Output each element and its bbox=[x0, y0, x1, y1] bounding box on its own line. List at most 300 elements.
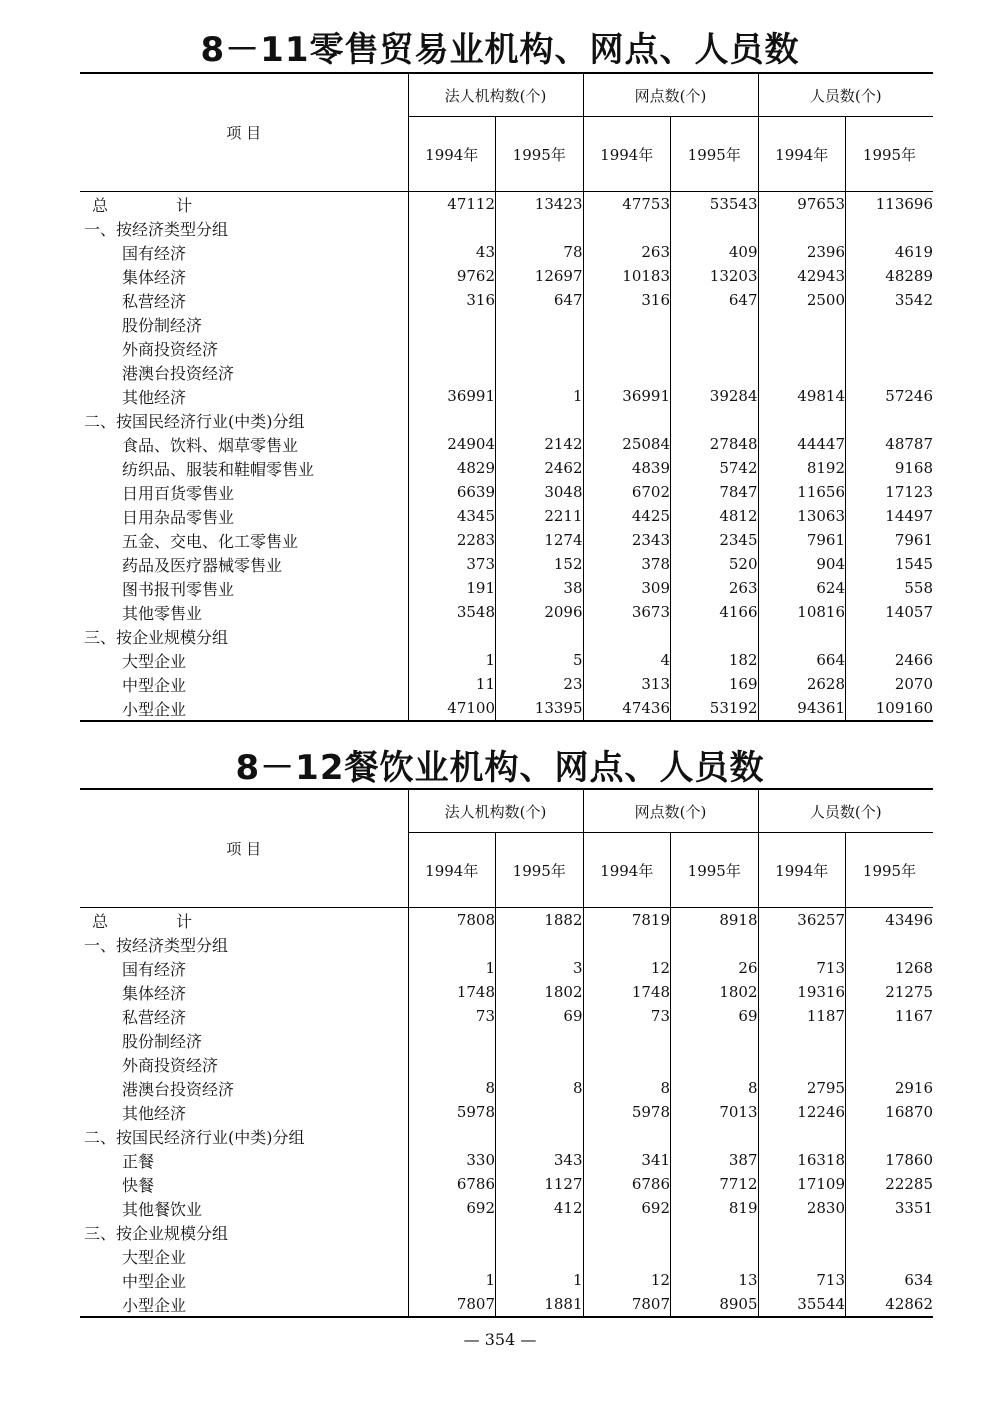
table-cell: 1545 bbox=[846, 552, 934, 576]
table-cell: 1802 bbox=[671, 980, 759, 1004]
table-cell: 17123 bbox=[846, 480, 934, 504]
table-cell: 97653 bbox=[758, 192, 846, 217]
table-cell: 263 bbox=[583, 240, 671, 264]
table-row bbox=[80, 336, 933, 360]
table-cell: 1167 bbox=[846, 1004, 934, 1028]
table-cell bbox=[496, 336, 584, 360]
table-cell bbox=[758, 408, 846, 432]
total-char: 计 bbox=[175, 195, 192, 215]
table-cell: 2500 bbox=[758, 288, 846, 312]
total-char: 计 bbox=[175, 911, 192, 931]
table-cell bbox=[758, 932, 846, 956]
table-cell: 48787 bbox=[846, 432, 934, 456]
table-row bbox=[80, 980, 933, 1004]
row-label: 国有经济 bbox=[122, 959, 187, 979]
year-header: 1995年 bbox=[496, 833, 584, 908]
table-cell: 330 bbox=[408, 1148, 496, 1172]
table-cell: 44447 bbox=[758, 432, 846, 456]
table-cell: 4812 bbox=[671, 504, 759, 528]
table-row bbox=[80, 624, 933, 648]
table-cell bbox=[408, 336, 496, 360]
table-cell: 14497 bbox=[846, 504, 934, 528]
table-cell: 1 bbox=[496, 384, 584, 408]
table-cell: 713 bbox=[758, 1268, 846, 1292]
table-cell: 13395 bbox=[496, 696, 584, 721]
table-cell: 692 bbox=[583, 1196, 671, 1220]
table-row bbox=[80, 576, 933, 600]
table-cell bbox=[671, 336, 759, 360]
table-row bbox=[80, 1244, 933, 1268]
table-cell bbox=[583, 360, 671, 384]
catering-statistics-table bbox=[80, 788, 933, 1318]
table-cell: 2795 bbox=[758, 1076, 846, 1100]
table-cell: 43496 bbox=[846, 908, 934, 933]
table-cell: 12 bbox=[583, 956, 671, 980]
table-cell: 1802 bbox=[496, 980, 584, 1004]
table-cell: 12 bbox=[583, 1268, 671, 1292]
table-cell: 109160 bbox=[846, 696, 934, 721]
table-cell: 6786 bbox=[583, 1172, 671, 1196]
table-cell: 13203 bbox=[671, 264, 759, 288]
row-label: 二、按国民经济行业(中类)分组 bbox=[84, 411, 305, 431]
table-row bbox=[80, 504, 933, 528]
table-row bbox=[80, 932, 933, 956]
table-row bbox=[80, 432, 933, 456]
table-cell bbox=[408, 1028, 496, 1052]
table-cell: 27848 bbox=[671, 432, 759, 456]
table-row bbox=[80, 264, 933, 288]
table-row bbox=[80, 1268, 933, 1292]
table-cell bbox=[671, 312, 759, 336]
table-cell: 69 bbox=[496, 1004, 584, 1028]
table-cell: 624 bbox=[758, 576, 846, 600]
table-1-title: 8－11零售贸易业机构、网点、人员数 bbox=[200, 30, 800, 70]
row-label: 五金、交电、化工零售业 bbox=[122, 531, 299, 551]
item-header: 项 目 bbox=[80, 73, 408, 192]
table-cell: 7808 bbox=[408, 908, 496, 933]
table-cell: 26 bbox=[671, 956, 759, 980]
table-cell: 2466 bbox=[846, 648, 934, 672]
table-cell: 9762 bbox=[408, 264, 496, 288]
table-cell: 113696 bbox=[846, 192, 934, 217]
table-cell: 21275 bbox=[846, 980, 934, 1004]
table-row bbox=[80, 1196, 933, 1220]
table-cell: 16870 bbox=[846, 1100, 934, 1124]
table-cell: 4166 bbox=[671, 600, 759, 624]
row-label: 港澳台投资经济 bbox=[122, 1079, 235, 1099]
table-row bbox=[80, 672, 933, 696]
table-cell: 3351 bbox=[846, 1196, 934, 1220]
row-label: 大型企业 bbox=[122, 1247, 187, 1267]
column-group-header: 人员数(个) bbox=[758, 73, 933, 117]
table-cell: 2070 bbox=[846, 672, 934, 696]
row-label: 中型企业 bbox=[122, 675, 187, 695]
table-cell: 8 bbox=[671, 1076, 759, 1100]
table-cell: 664 bbox=[758, 648, 846, 672]
table-cell bbox=[496, 216, 584, 240]
row-label: 一、按经济类型分组 bbox=[84, 219, 229, 239]
row-label: 股份制经济 bbox=[122, 315, 203, 335]
table-cell: 3673 bbox=[583, 600, 671, 624]
table-row bbox=[80, 192, 933, 217]
table-cell bbox=[846, 624, 934, 648]
table-cell bbox=[583, 216, 671, 240]
table-cell: 341 bbox=[583, 1148, 671, 1172]
table-row bbox=[80, 240, 933, 264]
table-row bbox=[80, 1220, 933, 1244]
table-cell: 35544 bbox=[758, 1292, 846, 1317]
table-cell: 1 bbox=[408, 956, 496, 980]
table-cell: 3 bbox=[496, 956, 584, 980]
table-cell: 78 bbox=[496, 240, 584, 264]
table-cell: 9168 bbox=[846, 456, 934, 480]
row-label: 正餐 bbox=[122, 1151, 155, 1171]
table-cell: 5978 bbox=[408, 1100, 496, 1124]
table-cell: 7807 bbox=[408, 1292, 496, 1317]
year-header: 1994年 bbox=[758, 117, 846, 192]
table-cell: 2628 bbox=[758, 672, 846, 696]
table-cell: 8918 bbox=[671, 908, 759, 933]
column-group-header: 法人机构数(个) bbox=[408, 73, 583, 117]
table-row bbox=[80, 1076, 933, 1100]
table-cell: 69 bbox=[671, 1004, 759, 1028]
table-cell: 14057 bbox=[846, 600, 934, 624]
table-cell bbox=[671, 1028, 759, 1052]
table-cell: 73 bbox=[583, 1004, 671, 1028]
table-cell: 16318 bbox=[758, 1148, 846, 1172]
table-cell bbox=[496, 1052, 584, 1076]
total-char: 总 bbox=[92, 911, 109, 931]
table-cell: 520 bbox=[671, 552, 759, 576]
row-label: 集体经济 bbox=[122, 267, 187, 287]
table-cell: 25084 bbox=[583, 432, 671, 456]
row-label: 大型企业 bbox=[122, 651, 187, 671]
table-cell: 169 bbox=[671, 672, 759, 696]
table-cell bbox=[846, 360, 934, 384]
table-cell bbox=[846, 312, 934, 336]
year-header: 1995年 bbox=[846, 833, 934, 908]
table-cell bbox=[583, 1052, 671, 1076]
table-cell: 1187 bbox=[758, 1004, 846, 1028]
table-cell bbox=[671, 932, 759, 956]
table-cell bbox=[758, 1124, 846, 1148]
table-cell: 8 bbox=[496, 1076, 584, 1100]
table-row bbox=[80, 1292, 933, 1317]
table-cell bbox=[583, 336, 671, 360]
table-cell: 8 bbox=[408, 1076, 496, 1100]
table-row bbox=[80, 456, 933, 480]
table-cell: 5742 bbox=[671, 456, 759, 480]
column-group-header: 网点数(个) bbox=[583, 73, 758, 117]
row-label: 其他经济 bbox=[122, 387, 187, 407]
table-cell bbox=[496, 1100, 584, 1124]
table-row bbox=[80, 384, 933, 408]
table-cell: 1881 bbox=[496, 1292, 584, 1317]
table-cell: 4829 bbox=[408, 456, 496, 480]
table-cell: 11 bbox=[408, 672, 496, 696]
table-row bbox=[80, 216, 933, 240]
table-cell: 4 bbox=[583, 648, 671, 672]
table-row bbox=[80, 1124, 933, 1148]
table-cell: 4619 bbox=[846, 240, 934, 264]
table-cell bbox=[583, 1124, 671, 1148]
row-label: 私营经济 bbox=[122, 1007, 187, 1027]
table-cell: 409 bbox=[671, 240, 759, 264]
table-cell: 1 bbox=[408, 648, 496, 672]
table-cell: 7712 bbox=[671, 1172, 759, 1196]
table-cell bbox=[758, 312, 846, 336]
table-2-title: 8－12餐饮业机构、网点、人员数 bbox=[235, 748, 765, 788]
row-label: 一、按经济类型分组 bbox=[84, 935, 229, 955]
table-row bbox=[80, 408, 933, 432]
table-cell: 7807 bbox=[583, 1292, 671, 1317]
table-cell: 6639 bbox=[408, 480, 496, 504]
table-cell: 634 bbox=[846, 1268, 934, 1292]
table-cell: 313 bbox=[583, 672, 671, 696]
table-cell: 713 bbox=[758, 956, 846, 980]
row-label: 其他经济 bbox=[122, 1103, 187, 1123]
table-cell: 47436 bbox=[583, 696, 671, 721]
table-cell: 182 bbox=[671, 648, 759, 672]
row-label: 外商投资经济 bbox=[122, 339, 219, 359]
table-cell bbox=[408, 408, 496, 432]
table-cell bbox=[408, 360, 496, 384]
table-cell: 1 bbox=[496, 1268, 584, 1292]
table-cell: 38 bbox=[496, 576, 584, 600]
table-cell: 57246 bbox=[846, 384, 934, 408]
table-cell: 36257 bbox=[758, 908, 846, 933]
table-cell: 13423 bbox=[496, 192, 584, 217]
row-label: 药品及医疗器械零售业 bbox=[122, 555, 283, 575]
table-cell: 2211 bbox=[496, 504, 584, 528]
column-group-header: 法人机构数(个) bbox=[408, 789, 583, 833]
table-cell: 343 bbox=[496, 1148, 584, 1172]
column-group-header: 人员数(个) bbox=[758, 789, 933, 833]
table-cell: 692 bbox=[408, 1196, 496, 1220]
table-cell: 8192 bbox=[758, 456, 846, 480]
table-cell bbox=[496, 932, 584, 956]
table-cell: 17109 bbox=[758, 1172, 846, 1196]
table-cell: 94361 bbox=[758, 696, 846, 721]
table-cell: 2830 bbox=[758, 1196, 846, 1220]
table-cell: 1748 bbox=[583, 980, 671, 1004]
table-cell: 23 bbox=[496, 672, 584, 696]
table-cell: 1882 bbox=[496, 908, 584, 933]
table-cell bbox=[583, 1028, 671, 1052]
table-cell bbox=[671, 408, 759, 432]
table-cell: 412 bbox=[496, 1196, 584, 1220]
table-row bbox=[80, 956, 933, 980]
table-row bbox=[80, 1052, 933, 1076]
row-label: 私营经济 bbox=[122, 291, 187, 311]
page-number: — 354 — bbox=[463, 1330, 537, 1349]
table-cell: 2345 bbox=[671, 528, 759, 552]
table-row bbox=[80, 360, 933, 384]
table-cell bbox=[583, 624, 671, 648]
table-cell bbox=[846, 1220, 934, 1244]
table-cell bbox=[758, 216, 846, 240]
table-cell bbox=[846, 408, 934, 432]
row-label: 国有经济 bbox=[122, 243, 187, 263]
table-cell: 7013 bbox=[671, 1100, 759, 1124]
table-cell: 6786 bbox=[408, 1172, 496, 1196]
table-cell: 647 bbox=[671, 288, 759, 312]
table-cell: 152 bbox=[496, 552, 584, 576]
row-label: 其他零售业 bbox=[122, 603, 203, 623]
table-cell bbox=[758, 624, 846, 648]
row-label: 图书报刊零售业 bbox=[122, 579, 235, 599]
year-header: 1994年 bbox=[758, 833, 846, 908]
row-label: 食品、饮料、烟草零售业 bbox=[122, 435, 299, 455]
table-cell: 2343 bbox=[583, 528, 671, 552]
table-cell: 17860 bbox=[846, 1148, 934, 1172]
table-cell: 4839 bbox=[583, 456, 671, 480]
total-char: 总 bbox=[92, 195, 109, 215]
table-cell bbox=[758, 336, 846, 360]
table-row bbox=[80, 288, 933, 312]
table-cell: 43 bbox=[408, 240, 496, 264]
row-label: 二、按国民经济行业(中类)分组 bbox=[84, 1127, 305, 1147]
table-cell: 263 bbox=[671, 576, 759, 600]
table-cell: 36991 bbox=[583, 384, 671, 408]
table-row bbox=[80, 648, 933, 672]
table-cell: 2916 bbox=[846, 1076, 934, 1100]
table-cell: 191 bbox=[408, 576, 496, 600]
row-label: 股份制经济 bbox=[122, 1031, 203, 1051]
table-cell: 3548 bbox=[408, 600, 496, 624]
table-cell: 2142 bbox=[496, 432, 584, 456]
row-label: 纺织品、服装和鞋帽零售业 bbox=[122, 459, 315, 479]
table-cell: 387 bbox=[671, 1148, 759, 1172]
row-label: 三、按企业规模分组 bbox=[84, 627, 229, 647]
table-cell: 48289 bbox=[846, 264, 934, 288]
row-label: 日用百货零售业 bbox=[122, 483, 235, 503]
table-cell: 73 bbox=[408, 1004, 496, 1028]
table-cell: 316 bbox=[583, 288, 671, 312]
table-cell bbox=[408, 1124, 496, 1148]
table-cell: 7819 bbox=[583, 908, 671, 933]
item-header: 项 目 bbox=[80, 789, 408, 908]
row-label: 小型企业 bbox=[122, 699, 187, 719]
table-cell: 2462 bbox=[496, 456, 584, 480]
row-label bbox=[80, 908, 408, 933]
table-cell bbox=[846, 1124, 934, 1148]
table-cell bbox=[496, 624, 584, 648]
table-cell bbox=[758, 1052, 846, 1076]
table-cell bbox=[408, 624, 496, 648]
row-label: 集体经济 bbox=[122, 983, 187, 1003]
table-cell bbox=[583, 408, 671, 432]
table-cell bbox=[846, 932, 934, 956]
table-cell bbox=[758, 360, 846, 384]
table-cell: 42862 bbox=[846, 1292, 934, 1317]
table-cell: 19316 bbox=[758, 980, 846, 1004]
table-cell bbox=[496, 1028, 584, 1052]
table-cell: 53192 bbox=[671, 696, 759, 721]
table-cell: 7961 bbox=[758, 528, 846, 552]
table-cell bbox=[671, 216, 759, 240]
table-cell bbox=[583, 312, 671, 336]
table-row bbox=[80, 600, 933, 624]
table-cell: 2396 bbox=[758, 240, 846, 264]
table-cell: 36991 bbox=[408, 384, 496, 408]
table-cell: 24904 bbox=[408, 432, 496, 456]
year-header: 1994年 bbox=[408, 117, 496, 192]
table-cell bbox=[496, 1244, 584, 1268]
table-cell bbox=[496, 312, 584, 336]
table-cell: 1 bbox=[408, 1268, 496, 1292]
year-header: 1994年 bbox=[583, 833, 671, 908]
table-cell bbox=[496, 1220, 584, 1244]
table-cell: 3048 bbox=[496, 480, 584, 504]
table-cell bbox=[496, 360, 584, 384]
table-cell bbox=[846, 1028, 934, 1052]
row-label: 日用杂品零售业 bbox=[122, 507, 235, 527]
table-cell: 5978 bbox=[583, 1100, 671, 1124]
table-cell: 10816 bbox=[758, 600, 846, 624]
table-cell: 2283 bbox=[408, 528, 496, 552]
table-cell: 4345 bbox=[408, 504, 496, 528]
table-cell: 5 bbox=[496, 648, 584, 672]
table-cell bbox=[671, 1220, 759, 1244]
table-row bbox=[80, 480, 933, 504]
table-cell bbox=[671, 360, 759, 384]
table-cell: 39284 bbox=[671, 384, 759, 408]
table-cell: 49814 bbox=[758, 384, 846, 408]
table-cell bbox=[408, 1220, 496, 1244]
table-cell: 7847 bbox=[671, 480, 759, 504]
table-row bbox=[80, 1148, 933, 1172]
table-cell bbox=[846, 336, 934, 360]
table-cell: 1748 bbox=[408, 980, 496, 1004]
table-2-container bbox=[80, 788, 933, 1318]
retail-statistics-table bbox=[80, 72, 933, 722]
table-cell bbox=[671, 624, 759, 648]
table-cell: 2096 bbox=[496, 600, 584, 624]
table-cell bbox=[408, 312, 496, 336]
table-row bbox=[80, 696, 933, 721]
table-cell: 647 bbox=[496, 288, 584, 312]
table-row bbox=[80, 1004, 933, 1028]
table-cell bbox=[671, 1124, 759, 1148]
year-header: 1994年 bbox=[408, 833, 496, 908]
table-cell: 8 bbox=[583, 1076, 671, 1100]
table-row bbox=[80, 312, 933, 336]
table-cell: 47112 bbox=[408, 192, 496, 217]
table-cell: 4425 bbox=[583, 504, 671, 528]
row-label: 中型企业 bbox=[122, 1271, 187, 1291]
table-cell: 378 bbox=[583, 552, 671, 576]
table-row bbox=[80, 908, 933, 933]
table-cell bbox=[758, 1028, 846, 1052]
table-cell: 1274 bbox=[496, 528, 584, 552]
table-cell bbox=[758, 1244, 846, 1268]
table-cell bbox=[671, 1052, 759, 1076]
table-cell: 13 bbox=[671, 1268, 759, 1292]
table-cell bbox=[496, 1124, 584, 1148]
row-label: 外商投资经济 bbox=[122, 1055, 219, 1075]
table-cell bbox=[846, 216, 934, 240]
table-cell: 47753 bbox=[583, 192, 671, 217]
table-cell bbox=[583, 932, 671, 956]
row-label: 港澳台投资经济 bbox=[122, 363, 235, 383]
row-label: 小型企业 bbox=[122, 1295, 187, 1315]
table-row bbox=[80, 1172, 933, 1196]
table-cell bbox=[408, 932, 496, 956]
table-cell: 10183 bbox=[583, 264, 671, 288]
row-label: 三、按企业规模分组 bbox=[84, 1223, 229, 1243]
table-cell bbox=[583, 1220, 671, 1244]
